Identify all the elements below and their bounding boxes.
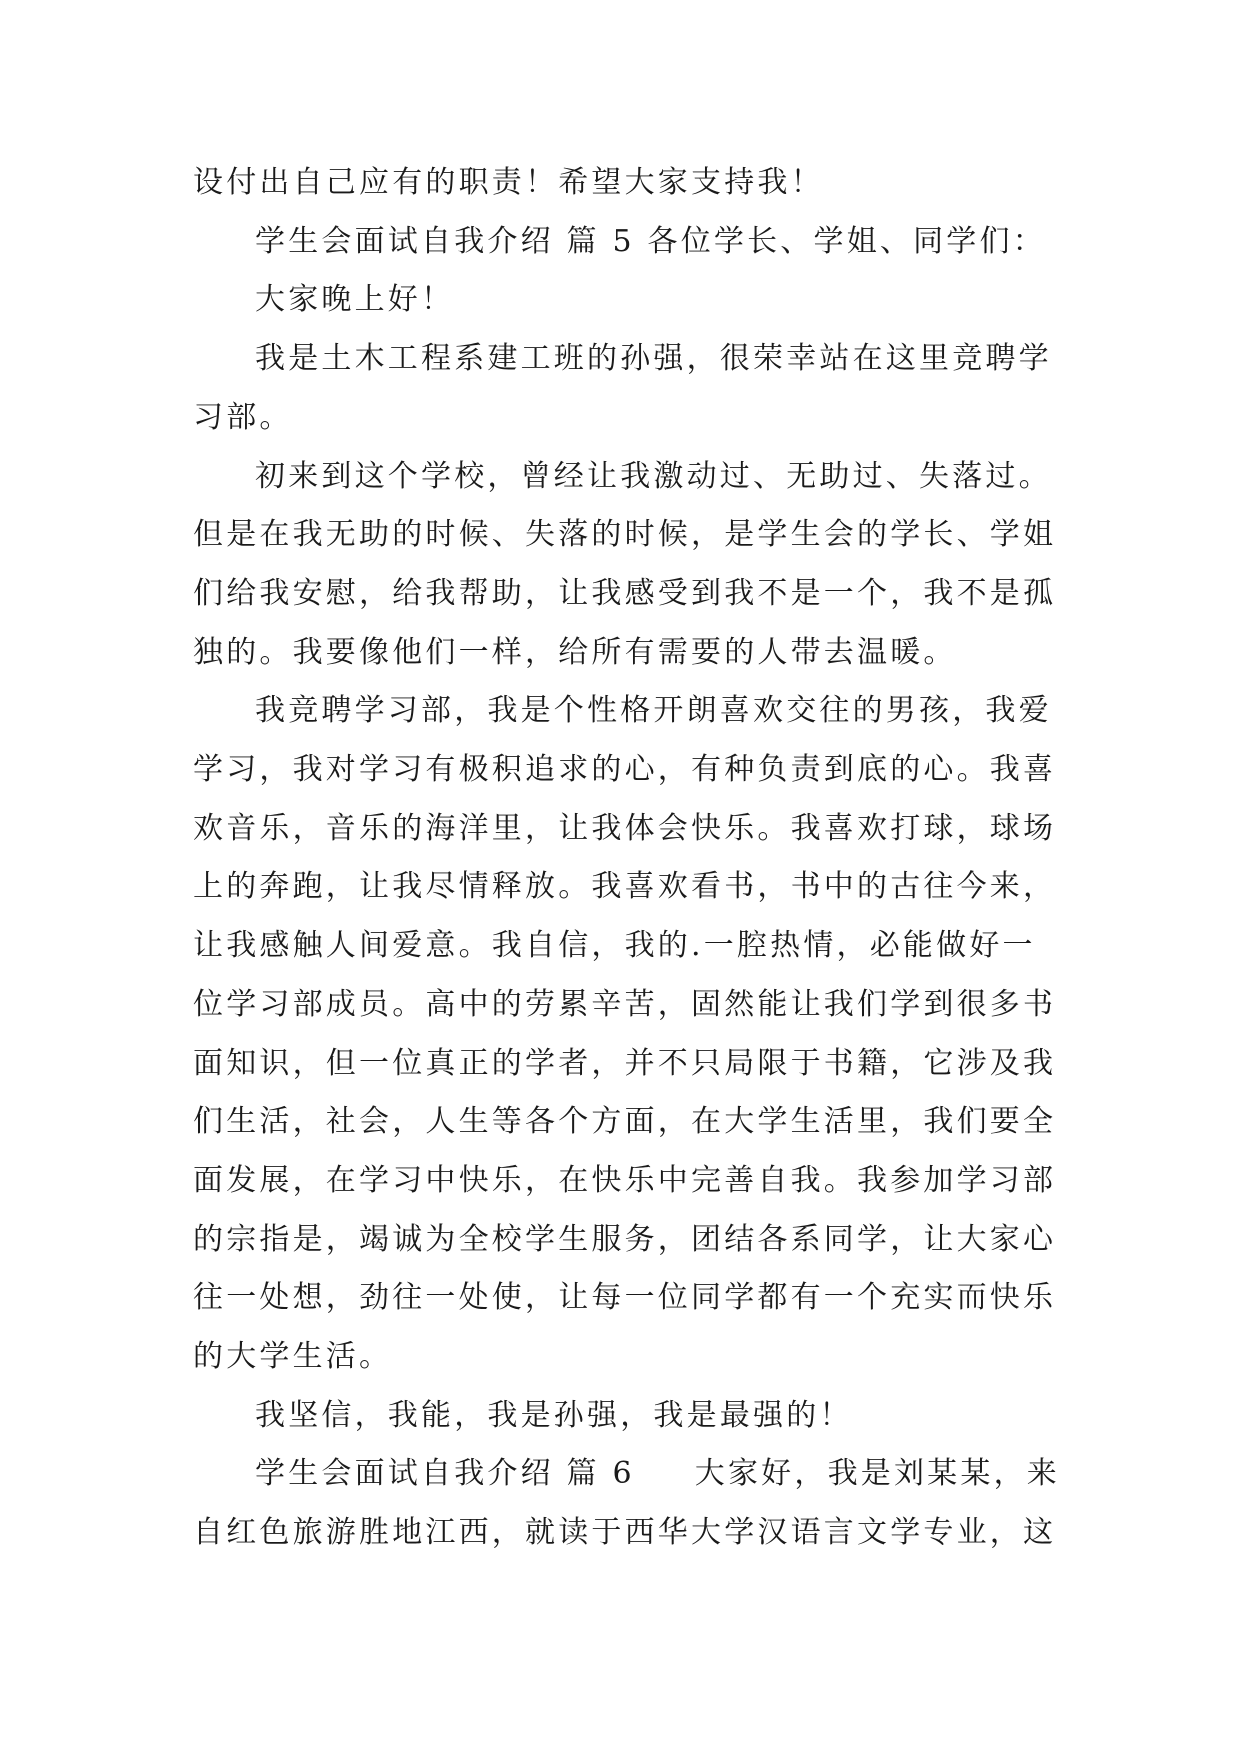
text-line: 往一处想，劲往一处使，让每一位同学都有一个充实而快乐 — [193, 1280, 1057, 1316]
intro-paragraph — [193, 330, 1073, 447]
section-6-paragraph — [193, 1445, 1073, 1562]
text-line — [193, 1445, 1073, 1504]
text-line: 上的奔跑，让我尽情释放。我喜欢看书，书中的古往今来， — [193, 869, 1057, 905]
section-heading-6: 学生会面试自我介绍 篇 6 — [255, 1456, 635, 1492]
greeting-paragraph — [193, 271, 1073, 330]
text-line: 习部。 — [193, 399, 293, 435]
text-line: 我竞聘学习部，我是个性格开朗喜欢交往的男孩，我爱 — [255, 693, 1052, 729]
section-6-text: 大家好，我是刘某某，来 — [694, 1456, 1060, 1492]
experience-paragraph — [193, 448, 1073, 683]
text-line: 自红色旅游胜地江西，就读于西华大学汉语言文学专业，这 — [193, 1515, 1057, 1551]
text-line: 的大学生活。 — [193, 1339, 393, 1375]
text-line: 但是在我无助的时候、失落的时候，是学生会的学长、学姐 — [193, 517, 1057, 553]
section-heading-5 — [193, 213, 1073, 272]
text-line: 初来到这个学校，曾经让我激动过、无助过、失落过。 — [255, 458, 1052, 494]
text-line: 设付出自己应有的职责！希望大家支持我！ — [193, 165, 824, 200]
text-line: 大家晚上好！ — [255, 282, 455, 318]
text-line: 的宗指是，竭诚为全校学生服务，团结各系同学，让大家心 — [193, 1221, 1057, 1257]
text-line: 位学习部成员。高中的劳累辛苦，固然能让我们学到很多书 — [193, 986, 1057, 1022]
text-line: 学习，我对学习有极积追求的心，有种负责到底的心。我喜 — [193, 752, 1057, 788]
text-line: 欢音乐，音乐的海洋里，让我体会快乐。我喜欢打球，球场 — [193, 810, 1057, 846]
text-line: 独的。我要像他们一样，给所有需要的人带去温暖。 — [193, 634, 957, 670]
confidence-paragraph — [193, 1387, 1073, 1446]
text-line: 让我感触人间爱意。我自信，我的.一腔热情，必能做好一 — [193, 928, 1036, 964]
text-line: 学生会面试自我介绍 篇 5 各位学长、学姐、同学们： — [255, 223, 1046, 259]
text-line: 我是土木工程系建工班的孙强，很荣幸站在这里竞聘学 — [255, 341, 1052, 377]
text-line: 面发展，在学习中快乐，在快乐中完善自我。我参加学习部 — [193, 1162, 1057, 1198]
text-line: 面知识，但一位真正的学者，并不只局限于书籍，它涉及我 — [193, 1045, 1057, 1081]
text-line: 们生活，社会，人生等各个方面，在大学生活里，我们要全 — [193, 1104, 1057, 1140]
paragraph-closing — [193, 154, 1073, 213]
document-body — [193, 154, 1073, 1563]
text-line: 我坚信，我能，我是孙强，我是最强的！ — [255, 1397, 853, 1433]
text-line: 们给我安慰，给我帮助，让我感受到我不是一个，我不是孤 — [193, 575, 1057, 611]
motivation-paragraph — [193, 682, 1073, 1386]
